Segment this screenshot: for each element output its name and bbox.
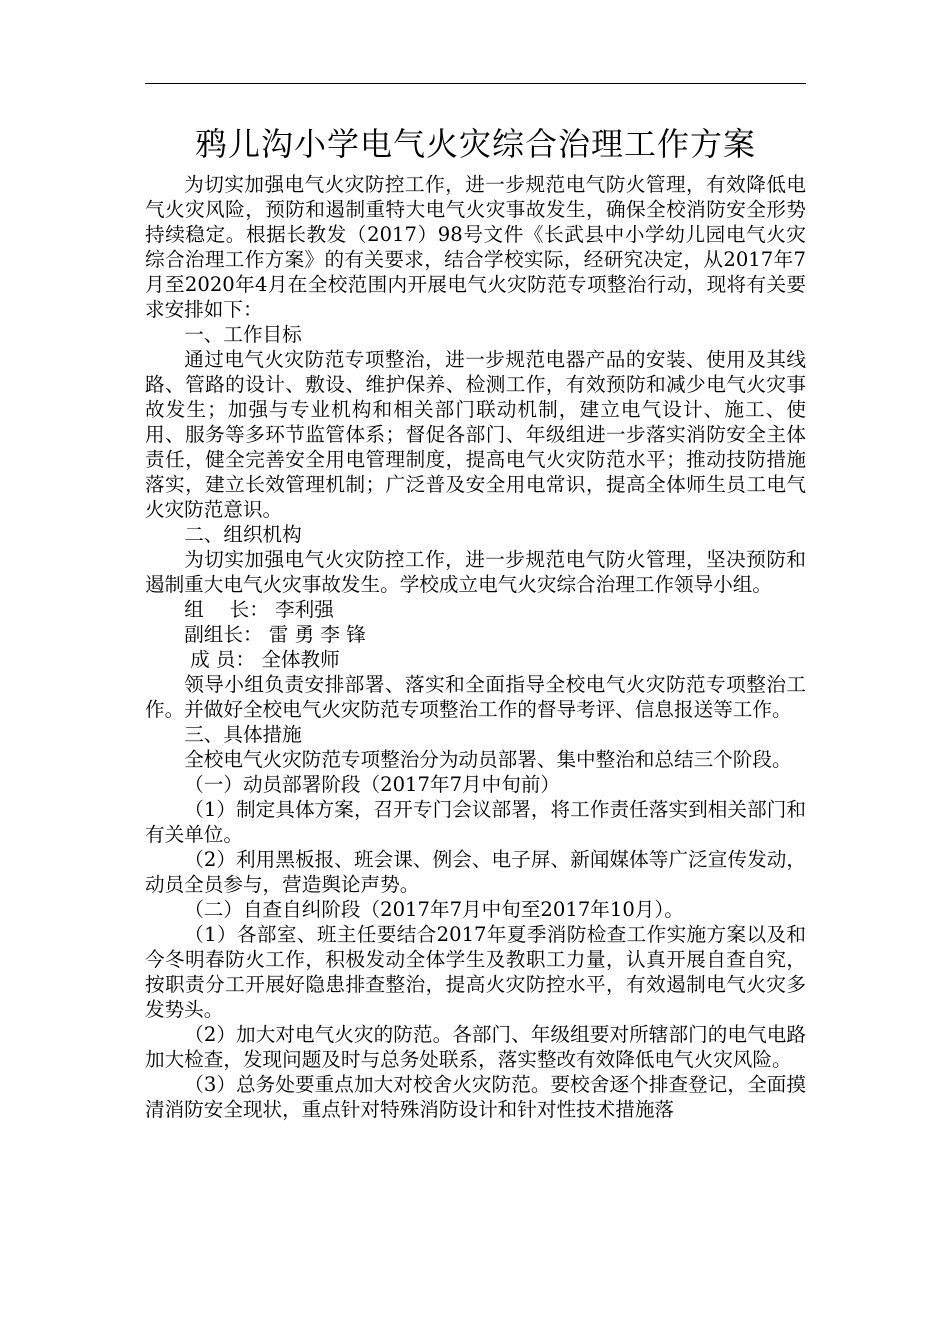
item-mobilization-2: （2）利用黑板报、班会课、例会、电子屏、新闻媒体等广泛宣传发动，动员全员参与，营造舆论声势。 [145, 848, 806, 896]
paragraph-goals: 通过电气火灾防范专项整治，进一步规范电器产品的安装、使用及其线路、管路的设计、敷设、维护保养、检测工作，有效预防和减少电气火灾事故发生；加强与专业机构和相关部门联动机制，建立电气设计、施工、使用、服务等多环节监管体系；督促各部门、年级组进一步落实消防安全主体责任，健全完善安全用电管理制度，提高电气火灾防范水平；推动技防措施落实，建立长效管理机制；广泛普及安全用电常识，提高全体师生员工电气火灾防范意识。 [145, 348, 806, 521]
deputy-leader-line: 副组长： 雷 勇 李 锋 [184, 623, 366, 646]
members-line: 成 员： 全体教师 [190, 648, 340, 671]
section-heading-organization: 二、组织机构 [184, 523, 302, 546]
subheading-self-check: （二）自查自纠阶段（2017年7月中旬至2017年10月）。 [184, 898, 684, 921]
section-heading-measures: 三、具体措施 [184, 723, 302, 746]
paragraph-organization: 为切实加强电气火灾防控工作，进一步规范电气防火管理，坚决预防和遏制重大电气火灾事故发生。学校成立电气火灾综合治理工作领导小组。 [145, 548, 806, 596]
item-self-check-1: （1）各部室、班主任要结合2017年夏季消防检查工作实施方案以及和今冬明春防火工作，积极发动全体学生及教职工力量，认真开展自查自究，按职责分工开展好隐患排查整治，提高火灾防控水平，有效遏制电气火灾多发势头。 [145, 923, 806, 1021]
header-rule [145, 83, 806, 84]
item-self-check-3: （3）总务处要重点加大对校舍火灾防范。要校舍逐个排查登记，全面摸清消防安全现状，重点针对特殊消防设计和针对性技术措施落 [145, 1073, 806, 1121]
paragraph-intro: 为切实加强电气火灾防控工作，进一步规范电气防火管理，有效降低电气火灾风险，预防和遏制重特大电气火灾事故发生，确保全校消防安全形势持续稳定。根据长教发（2017）98号文件《长武县中小学幼儿园电气火灾综合治理工作方案》的有关要求，结合学校实际，经研究决定，从2017年7月至2020年4月在全校范围内开展电气火灾防范专项整治行动，现将有关要求安排如下： [145, 173, 806, 321]
subheading-mobilization: （一）动员部署阶段（2017年7月中旬前） [184, 773, 561, 796]
section-heading-goals: 一、工作目标 [184, 323, 302, 346]
document-title: 鸦儿沟小学电气火灾综合治理工作方案 [194, 125, 756, 163]
paragraph-stages: 全校电气火灾防范专项整治分为动员部署、集中整治和总结三个阶段。 [184, 748, 792, 771]
paragraph-leadership-duty: 领导小组负责安排部署、落实和全面指导全校电气火灾防范专项整治工作。并做好全校电气火灾防范专项整治工作的督导考评、信息报送等工作。 [145, 673, 806, 721]
item-self-check-2: （2）加大对电气火灾的防范。各部门、年级组要对所辖部门的电气电路加大检查，发现问题及时与总务处联系，落实整改有效降低电气火灾风险。 [145, 1023, 806, 1071]
leader-line: 组 长： 李利强 [184, 598, 334, 621]
item-mobilization-1: （1）制定具体方案，召开专门会议部署，将工作责任落实到相关部门和有关单位。 [145, 798, 806, 846]
document-body [145, 172, 806, 1122]
